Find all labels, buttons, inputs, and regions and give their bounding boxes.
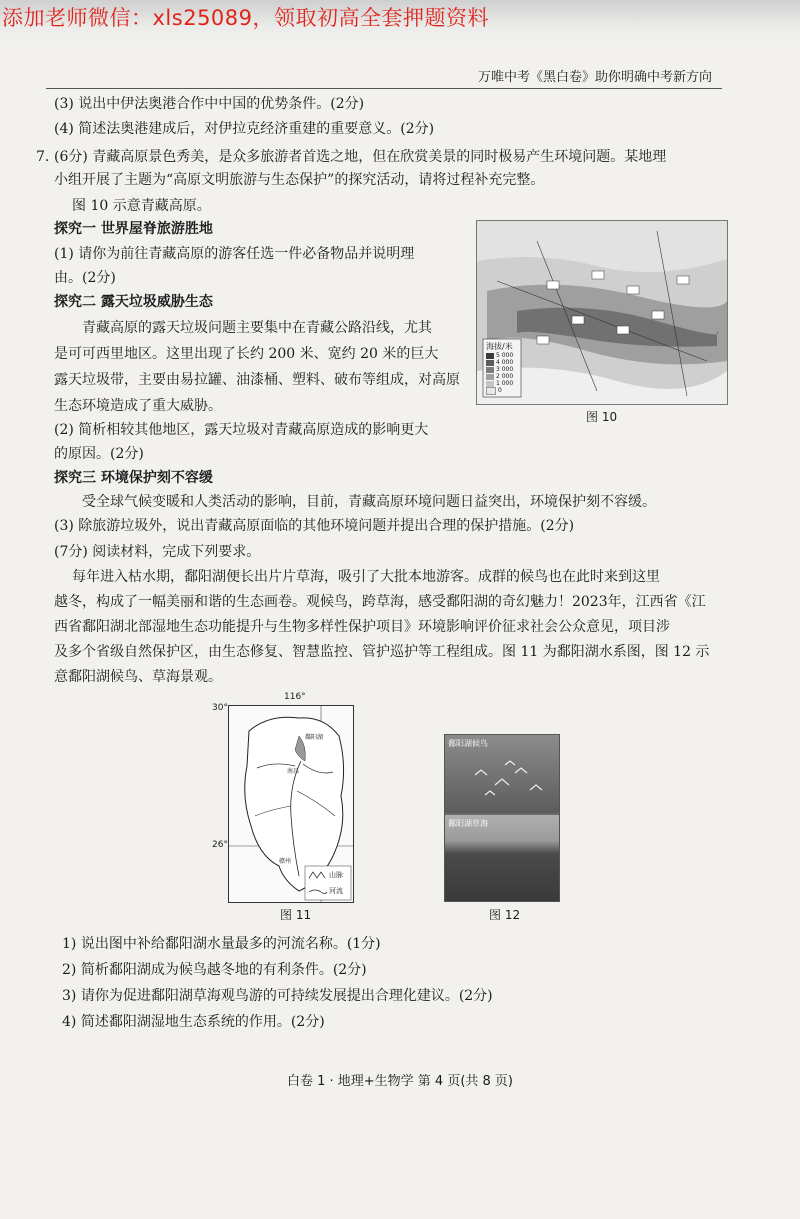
q8-q1: 1) 说出图中补给鄱阳湖水量最多的河流名称。(1分) (62, 936, 381, 952)
q6-sub3: (3) 说出中伊法奥港合作中中国的优势条件。(2分) (54, 96, 365, 112)
watermark-text: 添加老师微信：xls25089，领取初高全套押题资料 (2, 6, 490, 30)
q8-p4: 及多个省级自然保护区，由生态修复、智慧监控、管护巡护等工程组成。图 11 为鄱阳湖水系图，图 12 示 (54, 644, 710, 660)
legend-swatch (486, 374, 494, 380)
fig11-lake-label: 鄱阳湖 (305, 734, 324, 741)
q7-explore2-p1: 青藏高原的露天垃圾问题主要集中在青藏公路沿线，尤其 (82, 320, 432, 336)
photo1-label: 鄱阳湖候鸟 (448, 739, 488, 748)
q8-q3: 3) 请你为促进鄱阳湖草海观鸟游的可持续发展提出合理化建议。(2分) (62, 988, 493, 1004)
tibet-terrain-svg (477, 221, 727, 404)
header-slogan: 万唯中考《黑白卷》助你明确中考新方向 (477, 70, 712, 85)
q7-explore3-q: (3) 除旅游垃圾外，说出青藏高原面临的其他环境问题并提出合理的保护措施。(2分) (54, 518, 575, 534)
figure-10-caption: 图 10 (586, 410, 618, 424)
q7-explore1-title: 探究一 世界屋脊旅游胜地 (54, 221, 213, 237)
figure-11-caption: 图 11 (280, 908, 312, 922)
legend-label: 1 000 (496, 380, 514, 387)
fig11-longitude: 116° (284, 692, 306, 702)
legend-swatch (486, 387, 496, 395)
q7-explore2-title: 探究二 露天垃圾威胁生态 (54, 294, 213, 310)
q7-explore2-p4: 生态环境造成了重大威胁。 (54, 398, 222, 414)
q7-intro-1: (6分) 青藏高原景色秀美，是众多旅游者首选之地，但在欣赏美景的同时极易产生环境问题。某地理 (54, 149, 667, 165)
q6-sub4: (4) 简述法奥港建成后，对伊拉克经济重建的重要意义。(2分) (54, 121, 435, 137)
page-footer: 白卷 1 · 地理+生物学 第 4 页(共 8 页) (286, 1074, 514, 1089)
figure-12-caption: 图 12 (489, 908, 521, 922)
photo2-label: 鄱阳湖草海 (448, 819, 488, 828)
legend-label: 0 (498, 387, 502, 394)
header-divider (46, 88, 722, 89)
q7-explore2-q2: 的原因。(2分) (54, 446, 144, 462)
fig11-city1-label: 南昌 (287, 768, 300, 775)
q7-explore3-title: 探究三 环境保护刻不容缓 (54, 470, 213, 486)
fig11-legend-mountain: 山脉 (329, 871, 343, 879)
q7-number: 7. (36, 149, 50, 165)
q7-explore2-p2: 是可可西里地区。这里出现了长约 200 米、宽约 20 米的巨大 (54, 346, 439, 362)
figure-10-map (476, 220, 728, 405)
q8-q2: 2) 简析鄱阳湖成为候鸟越冬地的有利条件。(2分) (62, 962, 367, 978)
legend-swatch (486, 367, 494, 373)
legend-label: 5 000 (496, 352, 514, 359)
q7-explore1-q1: (1) 请你为前往青藏高原的游客任选一件必备物品并说明理 (54, 246, 415, 262)
fig11-city2-label: 赣州 (279, 858, 292, 865)
legend-swatch (486, 360, 494, 366)
q7-explore2-q1: (2) 简析相较其他地区，露天垃圾对青藏高原造成的影响更大 (54, 422, 429, 438)
fig11-lat-bottom: 26° (212, 840, 228, 850)
q7-fig-note: 图 10 示意青藏高原。 (72, 198, 211, 214)
fig10-legend (486, 352, 513, 394)
q8-p5: 意鄱阳湖候鸟、草海景观。 (54, 669, 222, 685)
legend-label: 4 000 (496, 359, 514, 366)
q7-explore2-p3: 露天垃圾带，主要由易拉罐、油漆桶、塑料、破布等组成，对高原 (54, 372, 460, 388)
q8-p3: 西省鄱阳湖北部湿地生态功能提升与生物多样性保护项目》环境影响评价征求社会公众意见，项目涉 (54, 619, 670, 635)
legend-label: 2 000 (496, 373, 514, 380)
q7-intro-2: 小组开展了主题为“高原文明旅游与生态保护”的探究活动，请将过程补充完整。 (54, 172, 545, 188)
fig10-legend-title: 海拔/米 (486, 342, 513, 351)
fig11-legend-river: 河流 (329, 887, 343, 895)
q8-p2: 越冬，构成了一幅美丽和谐的生态画卷。观候鸟，跨草海，感受鄱阳湖的奇幻魅力！2023年，江西省《江 (54, 594, 706, 610)
legend-swatch (486, 353, 494, 359)
figure-11-map (228, 705, 354, 903)
legend-label: 3 000 (496, 366, 514, 373)
fig11-lat-top: 30° (212, 703, 228, 713)
q8-intro: (7分) 阅读材料，完成下列要求。 (54, 544, 261, 560)
figure-12-photos (444, 734, 560, 902)
q7-explore3-p: 受全球气候变暖和人类活动的影响，目前，青藏高原环境问题日益突出，环境保护刻不容缓。 (82, 494, 656, 510)
q8-p1: 每年进入枯水期，鄱阳湖便长出片片草海，吸引了大批本地游客。成群的候鸟也在此时来到这里 (72, 569, 660, 585)
q8-q4: 4) 简述鄱阳湖湿地生态系统的作用。(2分) (62, 1014, 325, 1030)
q7-explore1-q2: 由。(2分) (54, 270, 116, 286)
